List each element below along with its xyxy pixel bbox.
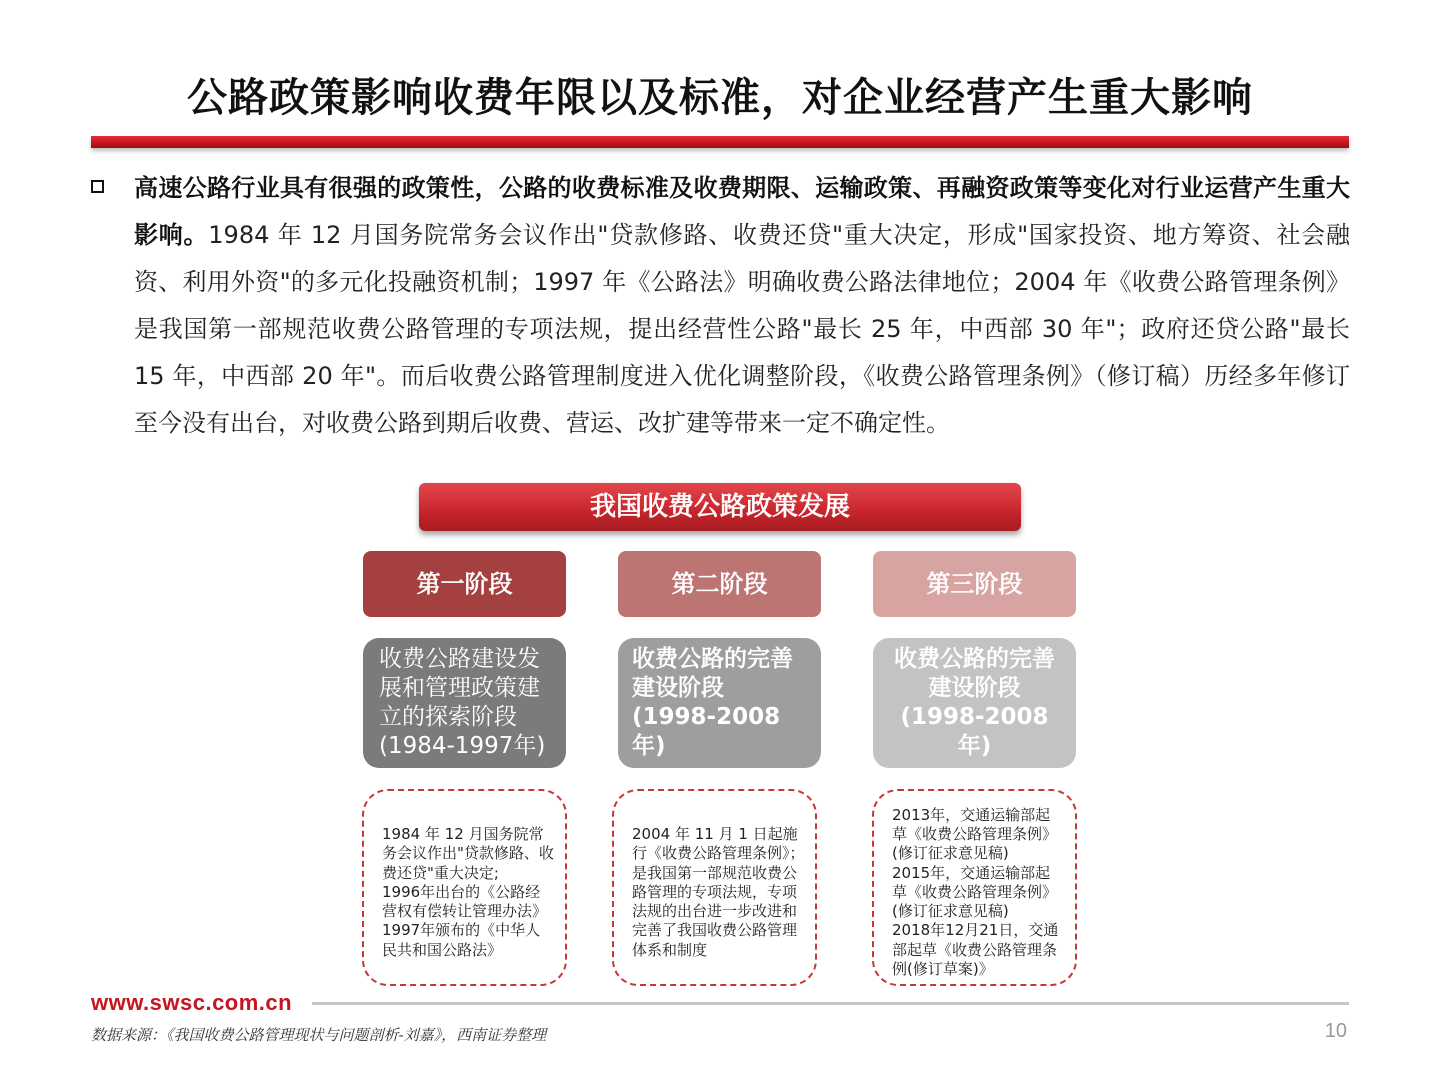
detail-item: 2004 年 11 月 1 日起施行《收费公路管理条例》；是我国第一部规范收费公路管理的专项法规，专项法规的出台进一步改进和完善了我国收费公路管理体系和制度 <box>632 824 805 959</box>
detail-box-1 <box>362 789 567 986</box>
detail-item: 2015年，交通运输部起草《收费公路管理条例》(修订征求意见稿) <box>892 863 1058 921</box>
phase-text-3: 收费公路的完善建设阶段(1998-2008年) <box>894 646 1055 759</box>
phase-text-2: 收费公路的完善建设阶段(1998-2008年) <box>632 646 793 759</box>
intro-paragraph <box>134 165 1350 447</box>
detail-item: 1984 年 12 月国务院常务会议作出"贷款修路、收费还贷"重大决定; <box>382 824 554 882</box>
intro-body-text: 1984 年 12 月国务院常务会议作出"贷款修路、收费还贷"重大决定，形成"国家投资、地方筹资、社会融资、利用外资"的多元化投融资机制；1997 年《公路法》明确收费公路法律地位；2004 年《收费公路管理条例》是我国第一部规范收费公路管理的专项法规，提出经营性公路"最长 25 年，中西部 30 年"；政府还贷公路"最长 15 年，中西部 20 年"。而后收费公路管理制度进入优化调整阶段，《收费公路管理条例》（修订稿）历经多年修订至今没有出台，对收费公路到期后收费、营运、改扩建等带来一定不确定性。 <box>134 221 1351 437</box>
detail-item: 2018年12月21日，交通部起草《收费公路管理条例(修订草案)》 <box>892 921 1059 979</box>
stage-label-2: 第二阶段 <box>618 551 821 617</box>
phase-box-2 <box>618 638 821 768</box>
detail-box-2 <box>612 789 817 986</box>
page-title: 公路政策影响收费年限以及标准，对企业经营产生重大影响 <box>187 75 1253 121</box>
policy-development-banner: 我国收费公路政策发展 <box>419 483 1021 531</box>
phase-box-3 <box>873 638 1076 768</box>
phase-box-1 <box>363 638 566 768</box>
detail-box-3 <box>872 789 1077 986</box>
stage-label-1: 第一阶段 <box>363 551 566 617</box>
footer-website-link[interactable]: www.swsc.com.cn <box>91 990 293 1015</box>
page-number: 10 <box>1324 1020 1347 1042</box>
detail-item: 1996年出台的《公路经营权有偿转让管理办法》 <box>382 882 548 921</box>
title-divider-bar <box>91 136 1349 148</box>
phase-text-1: 收费公路建设发展和管理政策建立的探索阶段(1984-1997年) <box>379 646 546 759</box>
detail-item: 2013年，交通运输部起草《收费公路管理条例》(修订征求意见稿) <box>892 805 1058 863</box>
footer-divider <box>312 1002 1349 1005</box>
detail-item: 1997年颁布的《中华人民共和国公路法》 <box>382 921 541 959</box>
intro-bold-text: 高速公路行业具有很强的政策性，公路的收费标准及收费期限、运输政策、再融资政策等变化对行业运营产生重大影响。 <box>134 174 1350 249</box>
square-bullet-icon <box>91 180 104 193</box>
data-source-note: 数据来源：《我国收费公路管理现状与问题剖析-刘嘉》，西南证券整理 <box>91 1026 547 1044</box>
stage-label-3: 第三阶段 <box>873 551 1076 617</box>
